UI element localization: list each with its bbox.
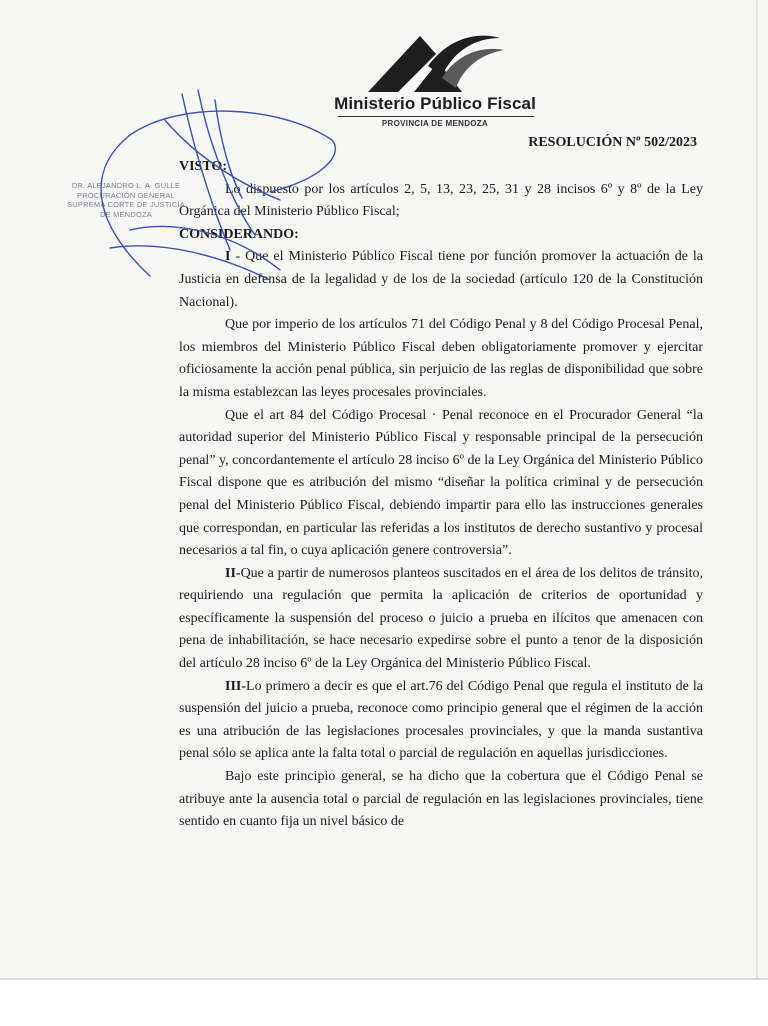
ministry-logo: [320, 32, 550, 132]
paragraph-label: I: [225, 249, 231, 265]
paragraph-text: - Que el Ministerio Público Fiscal tiene por función promover la actuación de la Justicia en defensa de la legalidad y de los de la sociedad (artículo 120 de la Constitución Nacional).: [179, 249, 703, 310]
page-edge: [756, 0, 758, 978]
paragraph-text: Que a partir de numerosos planteos suscitados en el área de los delitos de tránsito, requiriendo una regulación que permita la aplicación de criterios de oportunidad y específicamente la suspensión del proceso o juicio a prueba en ilícitos que amenacen con pena de inhabilitación, se hace necesario expedirse sobre el punto a tenor de la disposición del artículo 28 inciso 6º de la Ley Orgánica del Ministerio Público Fiscal.: [179, 565, 703, 672]
visto-paragraph: Lo dispuesto por los artículos 2, 5, 13, 23, 25, 31 y 28 incisos 6º y 8º de la Ley Orgánica del Ministerio Público Fiscal;: [179, 181, 703, 220]
paragraph-ii: [179, 563, 703, 676]
logo-subtitle: PROVINCIA DE MENDOZA: [381, 119, 489, 128]
considerando-heading: CONSIDERANDO:: [179, 226, 299, 242]
logo-name: Ministerio Público Fiscal: [334, 94, 536, 113]
stamp-line: DE MENDOZA: [99, 209, 152, 219]
paragraph-art-84: Que el art 84 del Código Procesal · Penal reconoce en el Procurador General “la autoridad superior del Ministerio Público Fiscal y responsable principal de la persecución penal” y, concordantemente el artículo 28 inciso 6º de la Ley Orgánica del Ministerio Público Fiscal dispone que es atribución del mismo “diseñar la política criminal y de persecución penal del Ministerio Público Fiscal, debiendo impartir para ello las instrucciones generales que correspondan, en particular las referidas a los institutos de derecho sustantivo y procesal necesarios a tal fin, o cuya aplicación genere controversia”.: [179, 407, 703, 559]
ministry-emblem-icon: [358, 32, 508, 94]
logo-divider: [338, 116, 534, 117]
paragraph-label: II-: [225, 565, 241, 581]
paragraph-text: Lo primero a decir es que el art.76 del Código Penal que regula el instituto de la suspensión del juicio a prueba, reconoce como principio general que el régimen de la acción es una atribución de las legislaciones procesales provinciales, y que la manda sustantiva penal sólo se aplica ante la falta total o parcial de regulación en aquellas jurisdicciones.: [179, 678, 703, 762]
visto-heading: VISTO:: [179, 159, 227, 174]
stamp-line: DR. ALEJANDRO L. A. GULLE: [71, 181, 181, 190]
paragraph-label: III-: [225, 678, 247, 694]
stamp-line: SUPREMA CORTE DE JUSTICIA: [67, 200, 185, 209]
paragraph-principio: Bajo este principio general, se ha dicho que la cobertura que el Código Penal se atribuye ante la ausencia total o parcial de regulación en las legislaciones provinciales, tiene sentido en cuanto fija un nivel básico de: [179, 769, 703, 830]
stamp-line: PROCURACIÓN GENERAL: [77, 190, 175, 200]
page-bottom-margin: [0, 978, 768, 1026]
paragraph-imperio: Que por imperio de los artículos 71 del Código Penal y 8 del Código Procesal Penal, los miembros del Ministerio Público Fiscal deben obligatoriamente promover y ejercitar oficiosamente la acción penal pública, sin perjuicio de las reglas de disponibilidad que sobre la misma establezcan las leyes procesales provinciales.: [179, 317, 703, 400]
resolution-number: RESOLUCIÓN Nº 502/2023: [528, 135, 697, 150]
paragraph-iii: [179, 676, 703, 766]
handwritten-signature: [70, 80, 350, 290]
